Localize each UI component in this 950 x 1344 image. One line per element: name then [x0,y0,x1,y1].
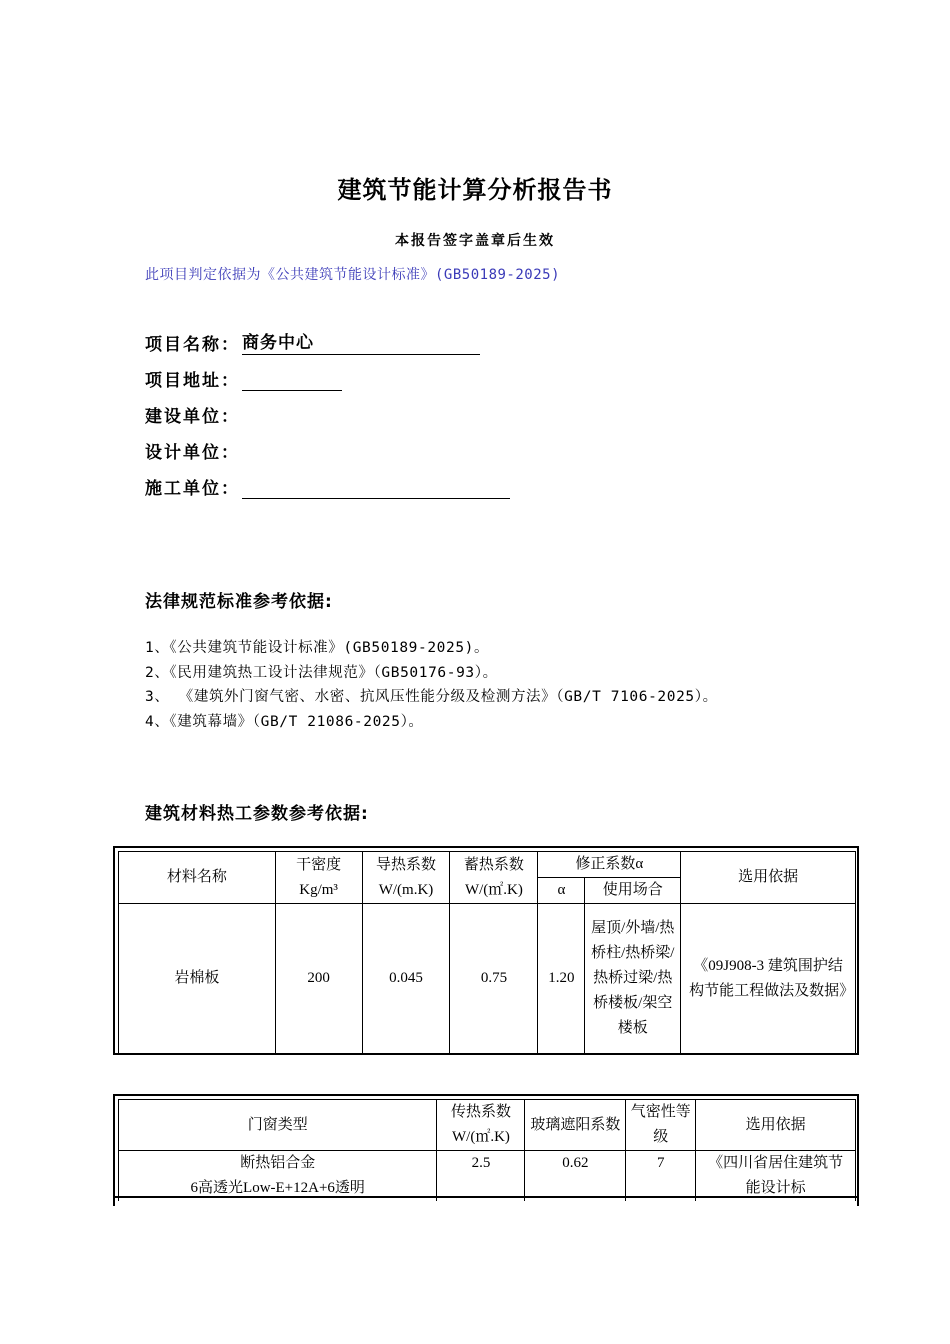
builder-row [145,402,240,427]
cell-material-name: 岩棉板 [119,904,276,1054]
cell-basis: 《09J908-3 建筑围护结构节能工程做法及数据》 [681,904,856,1054]
project-address-row [145,366,342,391]
header-storage: 蓄热系数 W/(㎡.K) [450,852,538,904]
reference-item: 4、《建筑幕墙》（GB/T 21086-2025）。 [145,713,424,730]
header-material-name: 材料名称 [119,852,276,904]
cell-usage: 屋顶/外墙/热桥柱/热桥梁/热桥过梁/热桥楼板/架空楼板 [585,904,681,1054]
cell-shading: 0.62 [525,1151,626,1202]
cell-window-type: 断热铝合金 6高透光Low-E+12A+6透明 [119,1151,437,1202]
table-row [119,1151,856,1202]
header-density: 干密度 Kg/m³ [275,852,362,904]
header-correction: 修正系数α [538,852,681,878]
header-alpha: α [538,878,585,904]
constructor-row [145,474,510,499]
constructor-value [242,476,510,499]
header-heat-transfer: 传热系数 W/(㎡.K) [437,1100,525,1151]
material-table [118,851,856,1054]
reference-item: 1、《公共建筑节能设计标准》(GB50189-2025)。 [145,640,490,656]
project-name-value: 商务中心 [242,332,480,355]
cell-conductivity: 0.045 [362,904,450,1054]
reference-item: 2、《民用建筑热工设计法律规范》（GB50176-93）。 [145,664,498,681]
designer-row [145,438,240,463]
reference-item: 3、 《建筑外门窗气密、水密、抗风压性能分级及检测方法》（GB/T 7106-2025）。 [145,689,718,705]
window-table [118,1099,856,1201]
constructor-label: 施工单位： [145,479,240,499]
table-row [119,904,856,1054]
cell-alpha: 1.20 [538,904,585,1054]
material-heading: 建筑材料热工参数参考依据: [145,804,369,824]
cell-density: 200 [275,904,362,1054]
header-conductivity: 导热系数 W/(m.K) [362,852,450,904]
cell-airtightness: 7 [626,1151,696,1202]
header-shading: 玻璃遮阳系数 [525,1100,626,1151]
builder-label: 建设单位： [145,407,240,427]
cell-heat-transfer: 2.5 [437,1151,525,1202]
reference-list [145,636,825,734]
designer-label: 设计单位： [145,443,240,463]
project-address-value [242,368,342,391]
legal-heading: 法律规范标准参考依据: [145,592,333,612]
header-usage: 使用场合 [585,878,681,904]
project-name-row [145,330,480,355]
project-address-label: 项目地址： [145,371,240,391]
header-window-type: 门窗类型 [119,1100,437,1151]
project-name-label: 项目名称： [145,335,240,355]
validity-note: 本报告签字盖章后生效 [395,233,555,249]
table-cut-line [113,1196,859,1198]
page-title: 建筑节能计算分析报告书 [337,176,613,204]
cell-window-basis: 《四川省居住建筑节能设计标 [696,1151,856,1202]
cell-storage: 0.75 [450,904,538,1054]
header-airtightness: 气密性等级 [626,1100,696,1151]
header-basis: 选用依据 [681,852,856,904]
header-window-basis: 选用依据 [696,1100,856,1151]
judgement-basis: 此项目判定依据为《公共建筑节能设计标准》(GB50189-2025) [145,267,561,283]
